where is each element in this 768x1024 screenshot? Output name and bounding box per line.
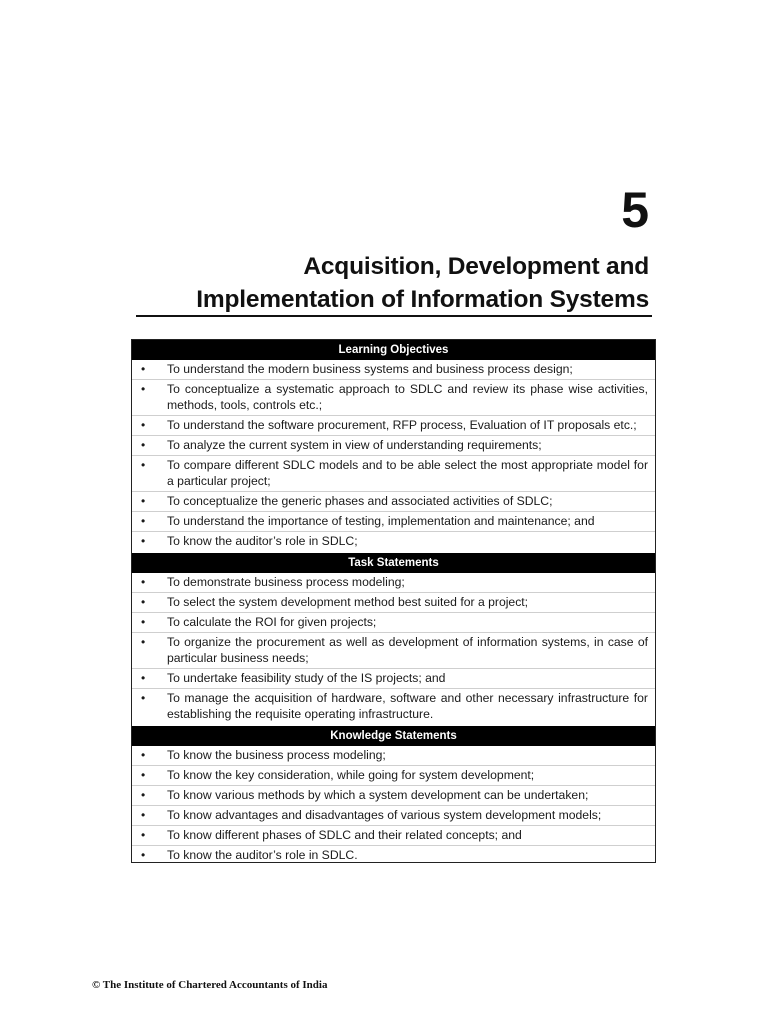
bullet-icon: •: [141, 788, 146, 802]
list-item-text: To calculate the ROI for given projects;: [167, 615, 377, 629]
list-item: [132, 512, 655, 532]
list-item-text: To know various methods by which a system development can be undertaken;: [167, 788, 589, 802]
list-item: [132, 633, 655, 669]
bullet-icon: •: [141, 458, 146, 472]
list-item-text: To know the business process modeling;: [167, 748, 386, 762]
list-item: [132, 593, 655, 613]
list-item-text: To understand the modern business systems and business process design;: [167, 362, 573, 376]
bullet-icon: •: [141, 595, 146, 609]
list-item: [132, 456, 655, 492]
bullet-icon: •: [141, 828, 146, 842]
list-item-text: To select the system development method best suited for a project;: [167, 595, 529, 609]
list-item: [132, 436, 655, 456]
knowledge-statements-header: Knowledge Statements: [132, 726, 655, 746]
bullet-icon: •: [141, 382, 146, 396]
list-item: [132, 786, 655, 806]
list-item-text: To analyze the current system in view of understanding requirements;: [167, 438, 542, 452]
bullet-icon: •: [141, 494, 146, 508]
bullet-icon: •: [141, 438, 146, 452]
bullet-icon: •: [141, 575, 146, 589]
bullet-icon: •: [141, 748, 146, 762]
list-item: [132, 766, 655, 786]
title-divider: [136, 315, 652, 317]
objectives-table: [131, 339, 656, 863]
bullet-icon: •: [141, 418, 146, 432]
chapter-number: 5: [621, 182, 649, 238]
learning-objectives-list: [132, 360, 655, 551]
list-item-text: To conceptualize the generic phases and associated activities of SDLC;: [167, 494, 553, 508]
list-item: [132, 613, 655, 633]
list-item-text: To compare different SDLC models and to be able select the most appropriate model for a particular project;: [167, 458, 648, 488]
list-item: [132, 573, 655, 593]
chapter-title-line-2: Implementation of Information Systems: [196, 286, 649, 313]
list-item: [132, 689, 655, 724]
list-item-text: To manage the acquisition of hardware, software and other necessary infrastructure for establishing the requisite operating infrastructure.: [167, 691, 648, 721]
bullet-icon: •: [141, 848, 146, 862]
knowledge-statements-list: [132, 746, 655, 865]
list-item-text: To know the auditor’s role in SDLC;: [167, 534, 358, 548]
bullet-icon: •: [141, 691, 146, 705]
list-item-text: To know the key consideration, while going for system development;: [167, 768, 535, 782]
bullet-icon: •: [141, 635, 146, 649]
chapter-title: [129, 250, 649, 316]
bullet-icon: •: [141, 534, 146, 548]
task-statements-list: [132, 573, 655, 724]
task-statements-header: Task Statements: [132, 553, 655, 573]
learning-objectives-header: Learning Objectives: [132, 340, 655, 360]
list-item: [132, 806, 655, 826]
copyright-footer: © The Institute of Chartered Accountants of India: [92, 979, 328, 991]
list-item: [132, 826, 655, 846]
list-item: [132, 746, 655, 766]
list-item-text: To know advantages and disadvantages of various system development models;: [167, 808, 602, 822]
bullet-icon: •: [141, 514, 146, 528]
list-item: [132, 669, 655, 689]
list-item-text: To understand the software procurement, RFP process, Evaluation of IT proposals etc.;: [167, 418, 637, 432]
bullet-icon: •: [141, 808, 146, 822]
bullet-icon: •: [141, 362, 146, 376]
list-item: [132, 532, 655, 551]
bullet-icon: •: [141, 768, 146, 782]
list-item-text: To know different phases of SDLC and their related concepts; and: [167, 828, 522, 842]
list-item: [132, 846, 655, 865]
list-item: [132, 492, 655, 512]
list-item-text: To know the auditor’s role in SDLC.: [167, 848, 358, 862]
list-item-text: To demonstrate business process modeling;: [167, 575, 405, 589]
list-item: [132, 360, 655, 380]
list-item-text: To organize the procurement as well as development of information systems, in case of particular business needs;: [167, 635, 648, 665]
list-item-text: To conceptualize a systematic approach to SDLC and review its phase wise activities, methods, tools, controls etc.;: [167, 382, 648, 412]
bullet-icon: •: [141, 671, 146, 685]
chapter-title-line-1: Acquisition, Development and: [303, 253, 649, 280]
list-item: [132, 416, 655, 436]
list-item: [132, 380, 655, 416]
list-item-text: To understand the importance of testing, implementation and maintenance; and: [167, 514, 595, 528]
bullet-icon: •: [141, 615, 146, 629]
list-item-text: To undertake feasibility study of the IS projects; and: [167, 671, 446, 685]
